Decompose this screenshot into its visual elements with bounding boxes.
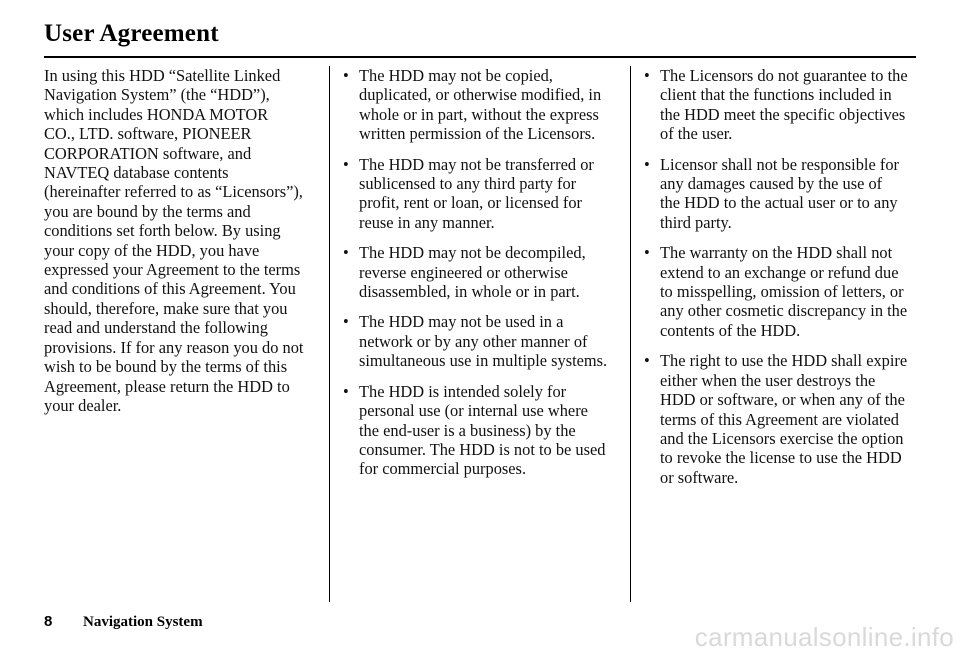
bullet-dot: • — [644, 351, 650, 371]
bullet-text: The HDD may not be used in a network or by any other manner of simultaneous use in multiple systems. — [359, 312, 608, 371]
bullet-item — [343, 312, 623, 370]
bullet-dot: • — [343, 243, 349, 263]
bullet-text: The Licensors do not guarantee to the client that the functions included in the HDD meet the specific objectives of the user. — [660, 66, 908, 144]
bullet-item — [343, 66, 623, 144]
page-title: User Agreement — [44, 20, 219, 47]
bullet-item — [343, 155, 623, 233]
intro-paragraph: In using this HDD “Satellite Linked Navigation System” (the “HDD”), which includes HONDA MOTOR CO., LTD. software, PIONEER CORPORATION software, and NAVTEQ database contents (hereinafter referred to as “Licensors”), you are bound by the terms and conditions set forth below. By using your copy of the HDD, you have expressed your Agreement to the terms and conditions of this Agreement. You should, therefore, make sure that you read and understand the following provisions. If for any reason you do not wish to be bound by the terms of this Agreement, please return the HDD to your dealer. — [44, 66, 304, 415]
footer-section-label: Navigation System — [83, 614, 203, 630]
column-divider-left — [329, 66, 330, 602]
bullet-dot: • — [644, 243, 650, 263]
middle-column — [343, 66, 623, 490]
bullet-dot: • — [644, 66, 650, 85]
bullet-dot: • — [644, 154, 650, 174]
column-divider-right — [630, 66, 631, 602]
bullet-item — [644, 243, 924, 340]
bullet-item — [343, 382, 623, 479]
bullet-text: The HDD may not be decompiled, reverse engineered or otherwise disassembled, in whole or in part. — [359, 243, 586, 302]
page-number: 8 — [44, 613, 53, 630]
bullet-dot: • — [343, 312, 349, 332]
title-divider — [44, 56, 916, 58]
bullet-item — [644, 155, 924, 233]
bullet-dot: • — [343, 381, 349, 401]
bullet-item — [644, 66, 924, 144]
bullet-text: The HDD may not be copied, duplicated, or otherwise modified, in whole or in part, without the express written permission of the Licensors. — [359, 66, 602, 144]
watermark: carmanualsonline.info — [694, 622, 954, 652]
bullet-text: The right to use the HDD shall expire either when the user destroys the HDD or software, or when any of the terms of this Agreement are violated and the Licensors exercise the option to revoke the license to use the HDD or software. — [660, 351, 908, 487]
bullet-item — [343, 243, 623, 301]
bullet-item — [644, 351, 924, 487]
intro-column — [44, 66, 322, 415]
bullet-dot: • — [343, 66, 349, 85]
bullet-text: The warranty on the HDD shall not extend to an exchange or refund due to misspelling, omission of letters, or any other cosmetic discrepancy in the contents of the HDD. — [660, 243, 908, 340]
bullet-text: Licensor shall not be responsible for any damages caused by the use of the HDD to the actual user or to any third party. — [660, 154, 899, 232]
bullet-dot: • — [343, 154, 349, 174]
right-column — [644, 66, 924, 498]
bullet-text: The HDD is intended solely for personal use (or internal use where the end-user is a business) by the consumer. The HDD is not to be used for commercial purposes. — [359, 381, 606, 479]
bullet-text: The HDD may not be transferred or sublicensed to any third party for profit, rent or loan, or licensed for reuse in any manner. — [359, 154, 594, 232]
